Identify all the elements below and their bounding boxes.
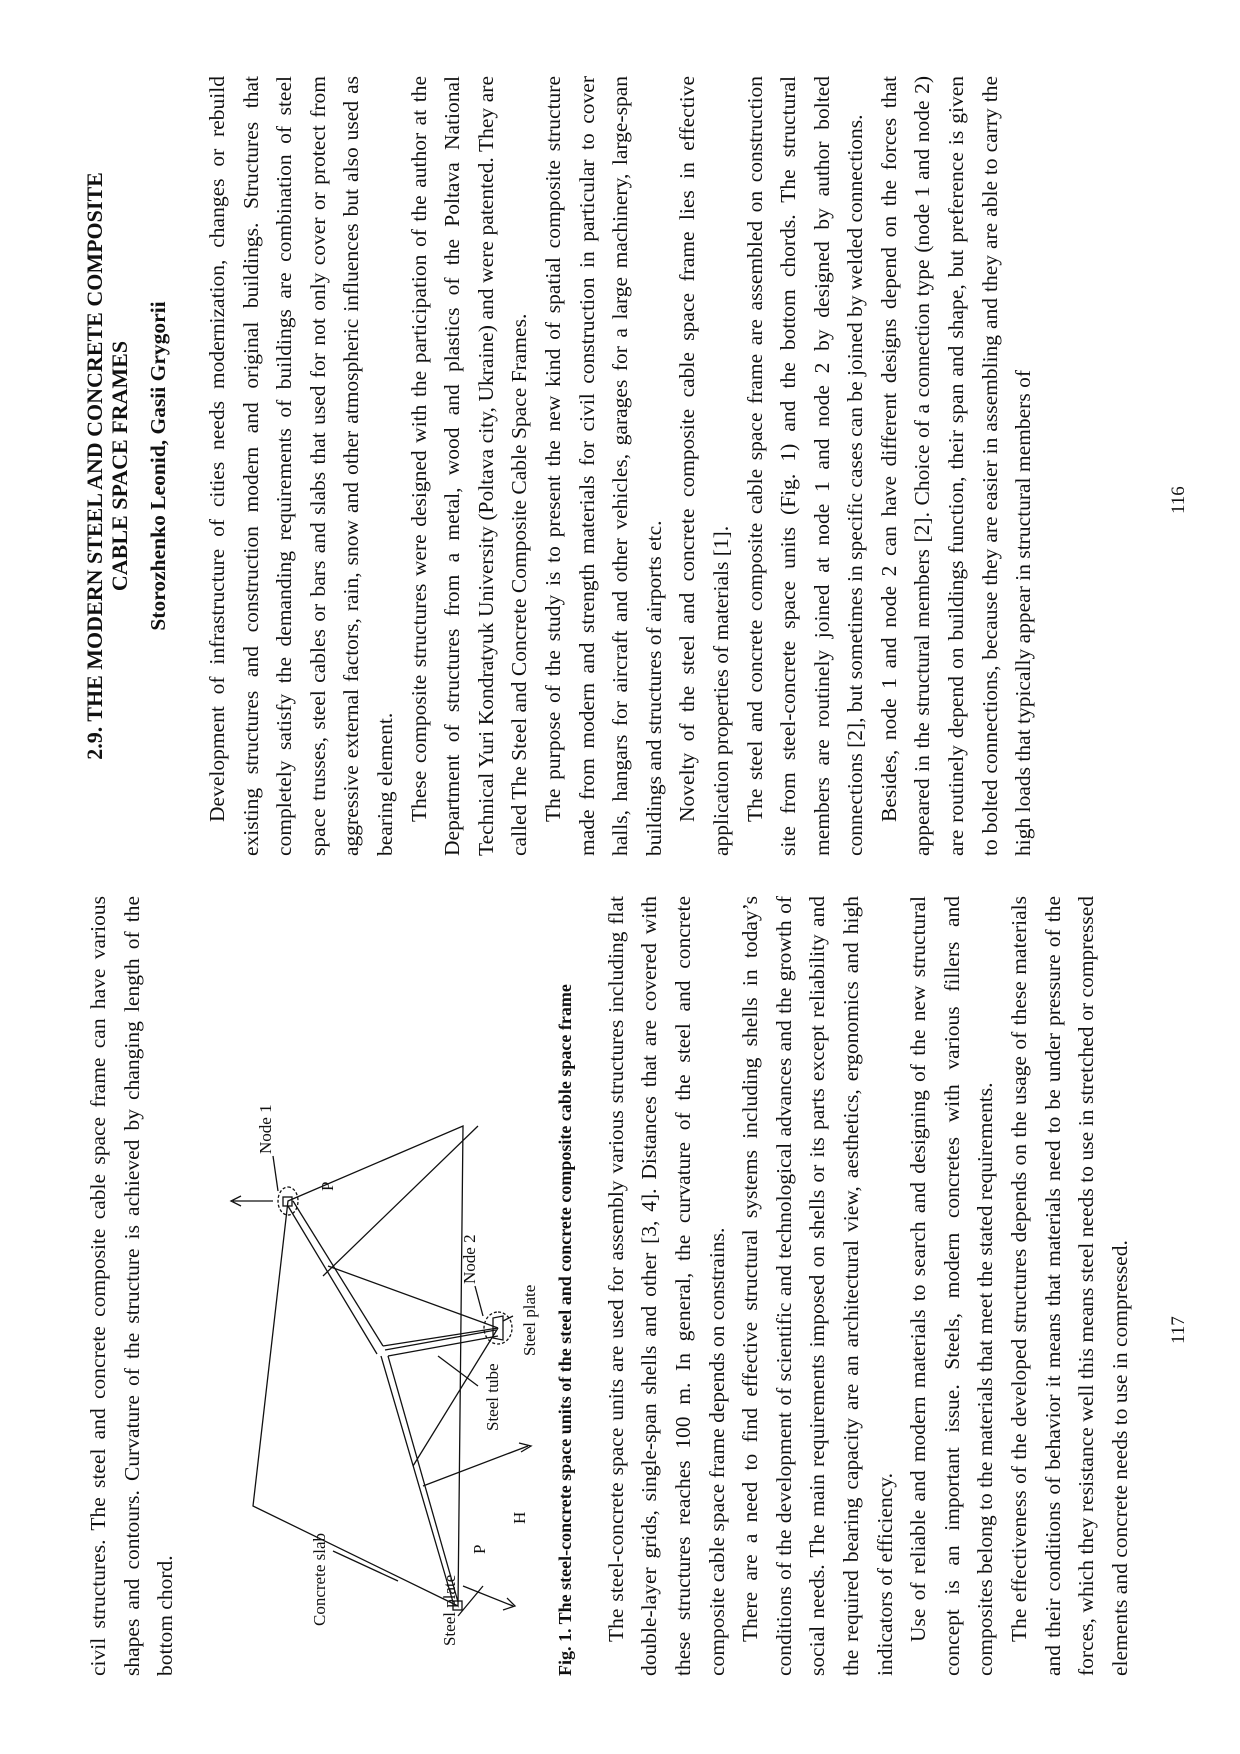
label-node2: Node 2 — [459, 1234, 479, 1284]
left-paragraph-continued: civil structures. The steel and concrete composite cable space frame can have various shapes and contours. Curvature of the structure is achieved by changing length of the bottom chord. — [86, 896, 178, 1676]
right-paragraph-1: Development of infrastructure of cities needs modernization, changes or rebuild existing structures and construction modern and original buildings. Structures that completely satisfy the demanding requirements of buildings are combination of steel space trusses, steel cables or bars and slabs that used for not only cover or protect from aggressive external factors, rain, snow and other atmospheric influences but also used as bearing element. — [205, 76, 397, 856]
left-paragraph-2: There are a need to find effective structural systems including shells in today’s conditions of the development of scientific and technological advances and the growth of social needs. The main requirements imposed on shells or its parts except reliability and the required bearing capacity are an architectural view, aesthetics, ergonomics and high indicators of efficiency. — [738, 896, 897, 1676]
right-paragraph-6: Besides, node 1 and node 2 can have different designs depend on the forces that appeared in the structural members [2]. Choice of a connection type (node 1 and node 2) are routinely depend on buildings function, their span and shape, but preference is given to bolted connections, because they are easier in assembling and they are able to carry the high loads that typically appear in structural members of — [876, 76, 1036, 856]
left-paragraph-3: Use of reliable and modern materials to search and designing of the new structural concept is an important issue. Steels, modern concretes with various fillers and composites belong to the materials that meet the stated requirements. — [906, 896, 998, 1676]
authors: Storozhenko Leonid, Gasii Grygorii — [146, 301, 170, 631]
left-paragraph-1: The steel-concrete space units are used for assembly various structures including flat double-layer grids, single-span shells and other [3, 4]. Distances that are covered with these structures reaches 100 m. In general, the curvature of the steel and concrete composite cable space frame depends on constrains. — [603, 896, 729, 1676]
steel-tube-node2 — [383, 1328, 498, 1346]
label-node1: Node 1 — [255, 1104, 275, 1154]
space-unit-figure — [213, 1086, 543, 1646]
dimension-h — [423, 1446, 528, 1486]
right-paragraph-5: The steel and concrete composite cable space frame are assembled on construction site from steel-concrete space units (Fig. 1) and the bottom chords. The structural members are routinely joined at node 1 and node 2 by designed by author bolted connections [2], but sometimes in specific cases can be joined by welded connections. — [742, 76, 868, 856]
right-paragraph-3: The purpose of the study is to present the new kind of spatial composite structure made from modern and strength materials for civil construction in particular to cover halls, hangars for aircraft and other vehicles, garages for a large machinery, large-span buildings and structures of airports etc. — [540, 76, 666, 856]
left-paragraph-4: The effectiveness of the developed structures depends on the usage of these materials and their conditions of behavior it means that materials need to be under pressure of the forces, which they resistance well this means steel needs to use in stretched or compressed elements and concrete needs to use in compressed. — [1006, 896, 1132, 1676]
right-paragraph-4: Novelty of the steel and concrete composite cable space frame lies in effective application properties of materials [1]. — [675, 76, 733, 856]
figure-caption: Fig. 1. The steel-concrete space units of the steel and concrete composite cable space frame — [554, 984, 575, 1676]
load-arrow-left — [463, 1586, 513, 1606]
steel-tube-right — [293, 1201, 383, 1346]
label-p-top: P — [317, 1181, 337, 1191]
steel-tube-right-2 — [288, 1206, 377, 1354]
leader-node1 — [273, 1156, 278, 1191]
left-page — [82, 896, 1137, 1676]
section-heading-line1: 2.9. THE MODERN STEEL AND CONCRETE COMPOSITE — [82, 172, 107, 760]
label-steel-plate-left: Steel plate — [439, 1574, 459, 1646]
concrete-slab-outline — [253, 1126, 463, 1606]
dimension-p-right — [323, 1126, 478, 1276]
right-page — [82, 76, 1041, 856]
leader-node2 — [475, 1286, 483, 1316]
right-paragraph-2: These composite structures were designed with the participation of the author at the Department of structures from a metal, wood and plastics of the Poltava National Technical Yuri Kondratyuk University (Poltava city, Ukraine) and were patented. They are called The Steel and Concrete Composite Cable Space Frames. — [406, 76, 532, 856]
left-page-number: 117 — [1168, 1316, 1189, 1344]
label-steel-plate-right: Steel plate — [519, 1284, 539, 1356]
leader-concrete-slab — [333, 1551, 398, 1581]
steel-tube-left — [388, 1356, 458, 1602]
right-page-number: 116 — [1168, 486, 1189, 514]
label-steel-tube: Steel tube — [482, 1363, 502, 1431]
section-heading-line2: CABLE SPACE FRAMES — [107, 340, 132, 592]
label-h: H — [509, 1511, 529, 1524]
label-p-left: P — [469, 1544, 489, 1554]
label-concrete-slab: Concrete slab — [309, 1533, 329, 1626]
